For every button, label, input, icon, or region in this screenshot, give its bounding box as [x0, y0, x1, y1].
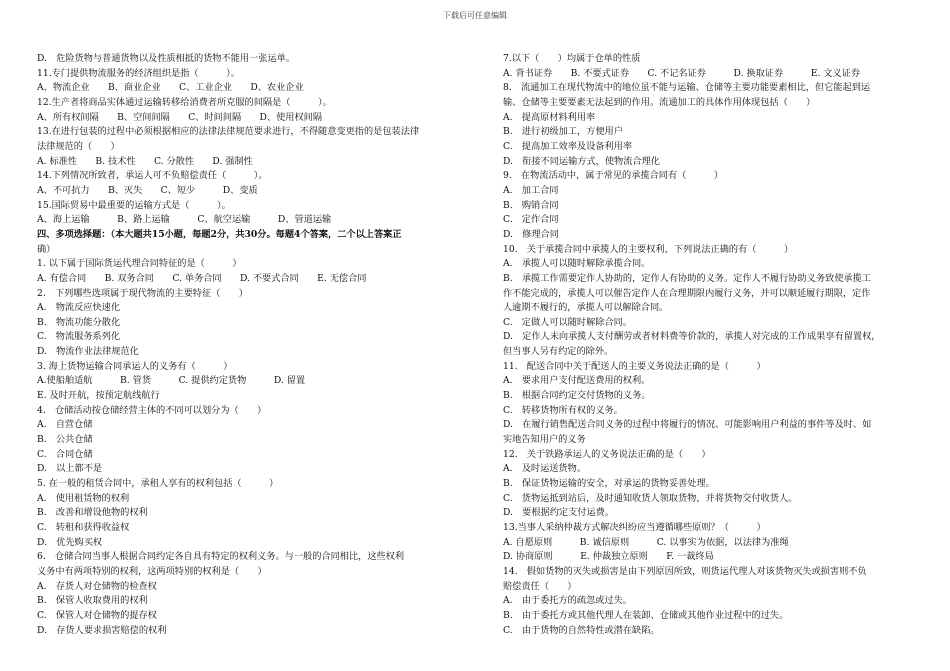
left-column-line: B. 物流功能分散化	[37, 316, 121, 328]
left-column-line: A、海上运输 B、路上运输 C、航空运输 D、管道运输	[37, 214, 332, 226]
left-column-line: D. 存货人要求损害赔偿的权利	[37, 624, 167, 636]
right-column-line: A. 背书证券 B. 不要式证券 C. 不记名证券 D. 换取证券 E. 文义证券	[503, 67, 861, 79]
right-column-line: A. 由于委托方的疏忽或过失。	[503, 595, 632, 607]
left-column-line: 14.下列情况所致者，承运人可不负赔偿责任（ ）。	[37, 170, 268, 182]
left-column-line: A. 物流反应快速化	[37, 302, 121, 314]
left-column-line: 13.在进行包装的过程中必须根据相应的法律法律规范要求进行，不得随意变更指的是包装法律	[37, 126, 420, 138]
left-column-line: A.使船舶适航 B. 管货 C. 提供约定货物 D. 留置	[37, 375, 306, 387]
right-column-line: 作不能完成的，承揽人可以催告定作人在合理期限内履行义务，并可以顺延履行期限，定作	[503, 287, 871, 299]
right-column-line: A. 要求用户支付配送费用的权利。	[503, 375, 651, 387]
right-column-line: B. 由于委托方或其他代理人在装卸、仓储或其他作业过程中的过失。	[503, 609, 789, 621]
left-column	[37, 52, 465, 638]
left-column-line: A. 使用租赁物的权利	[37, 492, 130, 504]
right-column-line: 人逾期不履行的，承揽人可以解除合同。	[503, 302, 669, 314]
right-column-line: C. 由于货物的自然特性或潜在缺陷。	[503, 624, 660, 636]
right-column-line: 12. 关于铁路承运人的义务说法正确的是（ ）	[503, 448, 711, 460]
left-column-line: C. 保管人对仓储物的提存权	[37, 609, 157, 621]
left-column-line: 12.生产者将商品实体通过运输转移给消费者所克服的间隔是（ ）。	[37, 96, 332, 108]
right-column-line: A. 提高原材料利用率	[503, 111, 596, 123]
left-column-line: 义务中有两项特别的权利，这两项特别的权利是（ ）	[37, 565, 267, 577]
right-column-line: 10. 关于承揽合同中承揽人的主要权利，下列说法正确的有（ ）	[503, 243, 794, 255]
left-column-line: 15.国际贸易中最重要的运输方式是（ ）。	[37, 199, 231, 211]
left-column-line: B. 保管人收取费用的权利	[37, 595, 148, 607]
left-column-line: E. 及时开航，按预定航线航行	[37, 390, 160, 402]
left-column-line: D. 物流作业法律规范化	[37, 346, 139, 358]
left-column-line: 1. 以下属于国际货运代理合同特征的是（ ）	[37, 258, 242, 270]
left-column-line: A、不可抗力 B、灭失 C、短少 D、变质	[37, 184, 258, 196]
left-column-line: A. 有偿合同 B. 双务合同 C. 单务合同 D. 不要式合同 E. 无偿合同	[37, 272, 367, 284]
right-column-line: B. 承揽工作需要定作人协助的，定作人有协助的义务。定作人不履行协助义务致使承揽工	[503, 272, 871, 284]
right-column-line: B. 购销合同	[503, 199, 559, 211]
right-column-line: D. 修理合同	[503, 228, 559, 240]
right-column-line: D. 衔接不同运输方式，使物流合理化	[503, 155, 660, 167]
left-column-line: 2. 下列哪些选项属于现代物流的主要特征（ ）	[37, 287, 248, 299]
right-column-line: 赔偿责任（ ）	[503, 580, 577, 592]
right-column-line: 7.以下（ ）均属于仓单的性质	[503, 53, 641, 64]
left-column-line: B. 公共仓储	[37, 434, 93, 446]
left-column-line: 6. 仓储合同当事人根据合同约定各自具有特定的权利义务。与一般的合同相比，这些权利	[37, 551, 405, 563]
right-column-line: A. 承揽人可以随时解除承揽合同。	[503, 258, 651, 270]
right-column-line: 11. 配送合同中关于配送人的主要义务说法正确的是（ ）	[503, 360, 766, 372]
right-column-line: B. 进行初级加工，方便用户	[503, 126, 623, 138]
left-column-line: A. 存货人对仓储物的检查权	[37, 580, 157, 592]
right-column-line: D. 定作人未向承揽人支付酬劳或者材料费等价款的，承揽人对完成的工作成果享有留置权，	[503, 331, 881, 343]
left-column-line: 法律规范的（ ）	[37, 140, 120, 152]
left-column-line: A. 标准性 B. 技术性 C. 分散性 D. 强制性	[37, 155, 253, 167]
right-column-line: 但当事人另有约定的除外。	[503, 346, 614, 358]
right-column-line: A. 加工合同	[503, 184, 559, 196]
right-column-line: C. 提高加工效率及设备利用率	[503, 140, 633, 152]
page-header: 下载后可任意编辑	[443, 11, 507, 20]
right-column-line: 9. 在物流活动中，属于常见的承揽合同有（ ）	[503, 170, 724, 182]
left-column-line: A、所有权间隔 B、空间间隔 C、时间间隔 D、使用权间隔	[37, 111, 323, 123]
left-column-line: 4. 仓储活动按仓储经营主体的不同可以划分为（ ）	[37, 404, 267, 416]
right-column-line: 14. 假如货物的灭失或损害是由下列原因所致，则货运代理人对该货物灭失或损害则不负	[503, 565, 867, 577]
left-column-line: C. 转租和获得收益权	[37, 522, 130, 533]
left-column-line: C. 物流服务系列化	[37, 331, 121, 343]
right-column-line: C. 定作合同	[503, 214, 559, 226]
left-column-line: 3. 海上货物运输合同承运人的义务有（ ）	[37, 360, 233, 372]
left-column-line: A、物流企业 B、商业企业 C、工业企业 D、农业企业	[37, 82, 304, 94]
left-column-line: 四、多项选择题：（本大题共15小题，每题2分，共30分。每题4个答案，二个以上答案正	[37, 228, 402, 240]
right-column-line: A. 及时运送货物。	[503, 463, 587, 475]
right-column	[503, 52, 915, 638]
left-column-line: D. 以上都不是	[37, 463, 103, 475]
right-column-line: D. 在履行销售配送合同义务的过程中将履行的情况、可能影响用户利益的事件等及时、如	[503, 419, 872, 431]
right-column-line: B. 根据合同约定交付货物的义务。	[503, 390, 651, 402]
right-column-line: C. 货物运抵到站后，及时通知收货人领取货物，并将货物交付收货人。	[503, 492, 798, 504]
right-column-line: D. 要根据约定支付运费。	[503, 507, 615, 519]
right-column-line: 实地告知用户的义务	[503, 434, 586, 446]
left-column-line: 确）	[37, 243, 56, 255]
right-column-line: 13.当事人采纳仲裁方式解决纠纷应当遵循哪些原则？（ ）	[503, 522, 766, 533]
right-column-line: 输、仓储等主要要素无法起到的作用。流通加工的具体作用体现包括（ ）	[503, 96, 816, 108]
left-column-line: C. 合同仓储	[37, 448, 93, 460]
right-column-line: D. 协商原则 E. 仲裁独立原则 F. 一裁终局	[503, 551, 714, 563]
left-column-line: B. 改善和增设他物的权利	[37, 507, 148, 519]
right-column-line: 8. 流通加工在现代物流中的地位虽不能与运输、仓储等主要功能要素相比，但它能起到运	[503, 82, 871, 94]
left-column-line: A. 自营仓储	[37, 419, 93, 431]
left-column-line: D. 危险货物与普通货物以及性质相抵的货物不能用一张运单。	[37, 53, 296, 64]
right-column-line: C. 定做人可以随时解除合同。	[503, 316, 633, 328]
right-column-line: B. 保证货物运输的安全，对承运的货物妥善处理。	[503, 478, 715, 490]
left-column-line: 5. 在一般的租赁合同中，承租人享有的权利包括（ ）	[37, 478, 279, 490]
right-column-line: C. 转移货物所有权的义务。	[503, 404, 623, 416]
right-column-line: A. 自愿原则 B. 诚信原则 C. 以事实为依据，以法律为准绳	[503, 536, 789, 548]
left-column-line: D. 优先购买权	[37, 536, 103, 548]
left-column-line: 11.专门提供物流服务的经济组织是指（ ）。	[37, 67, 240, 79]
